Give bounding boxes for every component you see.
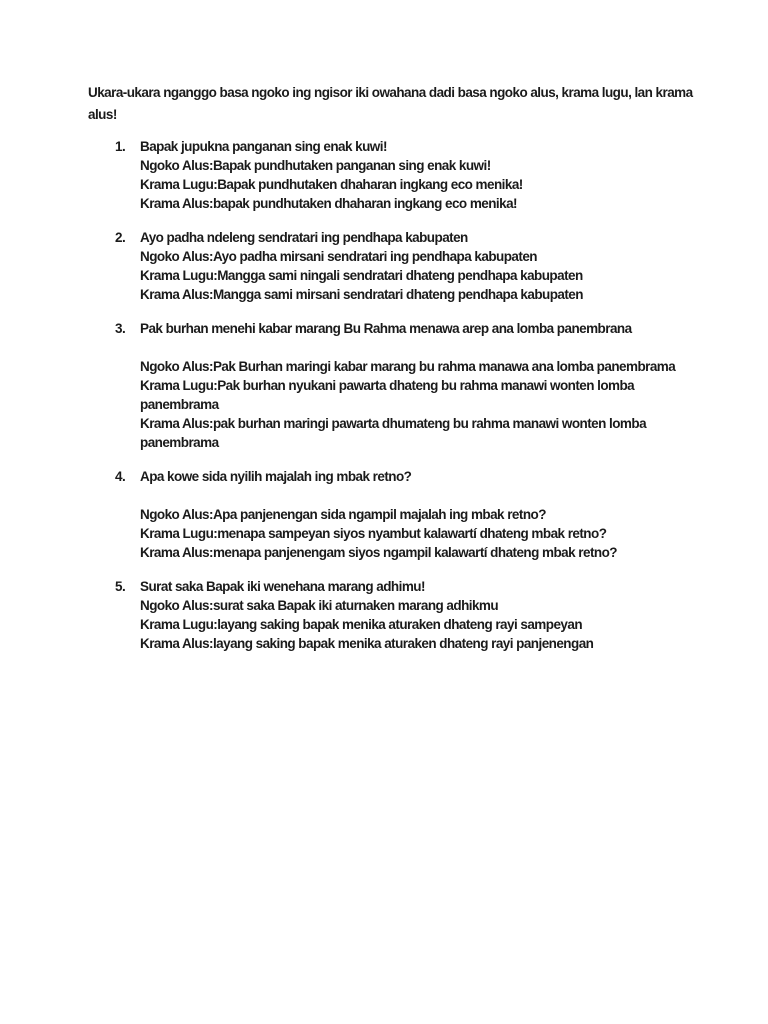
text-line: Ngoko Alus:Ayo padha mirsani sendratari ing pendhapa kabupaten (140, 249, 537, 264)
text-line: Ngoko Alus:Bapak pundhutaken panganan sing enak kuwi! (140, 158, 491, 173)
item-lines (140, 137, 688, 213)
item-number: 1. (115, 139, 126, 154)
intro-line: Ukara-ukara nganggo basa ngoko ing ngisor iki owahana dadi basa ngoko alus, krama lugu, lan krama (88, 85, 693, 100)
text-line: Ngoko Alus:Pak Burhan maringi kabar marang bu rahma manawa ana lomba panembrama (140, 359, 676, 374)
text-line: Krama Lugu:layang saking bapak menika aturaken dhateng rayi sampeyan (140, 617, 583, 632)
text-line: Krama Alus:Mangga sami mirsani sendratari dhateng pendhapa kabupaten (140, 287, 583, 302)
text-line: Surat saka Bapak iki wenehana marang adhimu! (140, 579, 425, 594)
text-line: Krama Alus:menapa panjenengam siyos ngampil kalawartí dhateng mbak retno? (140, 545, 617, 560)
text-line (140, 486, 688, 505)
exercise-list (88, 137, 688, 653)
item-lines (140, 228, 688, 304)
item-number: 3. (115, 321, 126, 336)
text-line: Krama Lugu:Pak burhan nyukani pawarta dhateng bu rahma manawi wonten lomba (140, 378, 635, 393)
item-lines (140, 319, 688, 452)
exercise-item (88, 319, 688, 452)
item-lines (140, 577, 688, 653)
item-number: 2. (115, 230, 126, 245)
text-line: Ngoko Alus:surat saka Bapak iki aturnaken marang adhikmu (140, 598, 499, 613)
item-lines (140, 467, 688, 562)
exercise-item (88, 137, 688, 213)
exercise-item (88, 228, 688, 304)
text-line: Ngoko Alus:Apa panjenengan sida ngampil majalah ing mbak retno? (140, 507, 546, 522)
exercise-item (88, 577, 688, 653)
text-line (140, 338, 688, 357)
text-line: panembrama (140, 397, 219, 412)
text-line: Krama Alus:bapak pundhutaken dhaharan ingkang eco menika! (140, 196, 517, 211)
text-line: Krama Lugu:Bapak pundhutaken dhaharan ingkang eco menika! (140, 177, 523, 192)
exercise-item (88, 467, 688, 562)
text-line: Krama Alus:pak burhan maringi pawarta dhumateng bu rahma manawi wonten lomba (140, 416, 647, 431)
item-number: 4. (115, 469, 126, 484)
text-line: Krama Lugu:Mangga sami ningali sendratari dhateng pendhapa kabupaten (140, 268, 583, 283)
text-line: Pak burhan menehi kabar marang Bu Rahma menawa arep ana lomba panembrana (140, 321, 632, 336)
text-line: Ayo padha ndeleng sendratari ing pendhapa kabupaten (140, 230, 468, 245)
text-line: Krama Alus:layang saking bapak menika aturaken dhateng rayi panjenengan (140, 636, 594, 651)
intro-paragraph (88, 82, 693, 126)
text-line: panembrama (140, 435, 219, 450)
text-line: Krama Lugu:menapa sampeyan siyos nyambut kalawartí dhateng mbak retno? (140, 526, 607, 541)
intro-line: alus! (88, 107, 117, 122)
item-number: 5. (115, 579, 126, 594)
text-line: Apa kowe sida nyilih majalah ing mbak retno? (140, 469, 412, 484)
text-line: Bapak jupukna panganan sing enak kuwi! (140, 139, 387, 154)
